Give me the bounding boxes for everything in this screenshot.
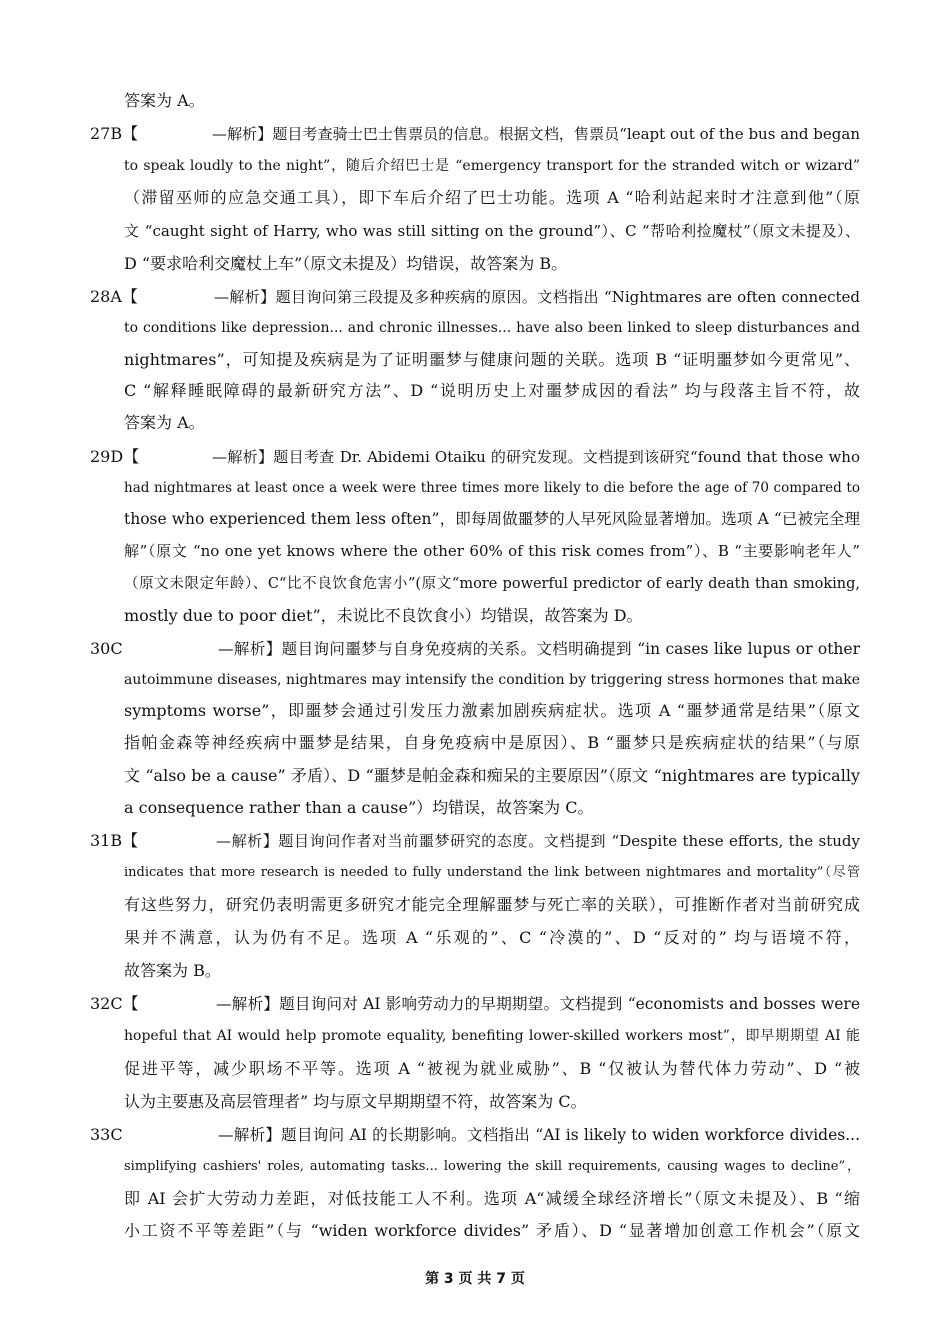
page-footer: 第 3 页 共 7 页 bbox=[425, 1271, 525, 1287]
question-number: 32C【 bbox=[90, 994, 139, 1013]
text-line: mostly due to poor diet”，未说比不良饮食小）均错误，故答案为 D。 bbox=[124, 606, 643, 625]
text-line: a consequence rather than a cause”）均错误，故答案为 C。 bbox=[124, 798, 594, 817]
text-line: （滞留巫师的应急交通工具），即下车后介绍了巴士功能。选项 A “哈利站起来时才注意到他”（原 bbox=[124, 188, 860, 207]
text-line: autoimmune diseases, nightmares may intensify the condition by triggering stress hormones that make bbox=[124, 672, 860, 688]
text-line: had nightmares at least once a week were three times more likely to die before the age of 70 compared to bbox=[124, 480, 860, 496]
text-line: 答案为 A。 bbox=[124, 413, 205, 432]
question-number: 30C bbox=[90, 639, 123, 658]
text-line: —解析】题目询问第三段提及多种疾病的原因。文档指出 “Nightmares are often connected bbox=[214, 288, 860, 306]
question-number: 27B【 bbox=[90, 124, 139, 143]
text-line: （原文未限定年龄）、C“比不良饮食危害小”(原文“more powerful predictor of early death than smoking, bbox=[124, 576, 860, 592]
text-line: simplifying cashiers' roles, automating tasks... lowering the skill requirements, causing wages to decline”， bbox=[124, 1159, 860, 1174]
text-line: 果并不满意，认为仍有不足。选项 A “乐观的”、C “冷漠的”、D “反对的” 均与语境不符， bbox=[124, 928, 860, 947]
text-line: —解析】题目询问对 AI 影响劳动力的早期期望。文档提到 “economists and bosses were bbox=[216, 995, 860, 1013]
text-line: symptoms worse”，即噩梦会通过引发压力激素加剧疾病症状。选项 A “噩梦通常是结果”（原文 bbox=[124, 701, 860, 720]
text-line: 促进平等，减少职场不平等。选项 A “被视为就业威胁”、B “仅被认为替代体力劳动”、D “被 bbox=[124, 1059, 860, 1078]
text-line: to speak loudly to the night”，随后介绍巴士是 “emergency transport for the stranded witch or wizard” bbox=[124, 158, 860, 174]
text-line: —解析】题目询问噩梦与自身免疫病的关系。文档明确提到 “in cases like lupus or other bbox=[218, 640, 860, 658]
text-line: D “要求哈利交魔杖上车”（原文未提及）均错误，故答案为 B。 bbox=[124, 254, 568, 273]
text-line: to conditions like depression... and chronic illnesses... have also been linked to sleep disturbances and bbox=[124, 320, 860, 336]
text-line: 认为主要惠及高层管理者” 均与原文早期期望不符，故答案为 C。 bbox=[124, 1092, 587, 1111]
text-line: C “解释睡眠障碍的最新研究方法”、D “说明历史上对噩梦成因的看法” 均与段落主旨不符，故 bbox=[124, 381, 860, 400]
question-number: 31B【 bbox=[90, 831, 139, 850]
text-line: nightmares”，可知提及疾病是为了证明噩梦与健康问题的关联。选项 B “证明噩梦如今更常见”、 bbox=[124, 350, 860, 369]
text-line: 答案为 A。 bbox=[124, 91, 205, 110]
text-line: 有这些努力，研究仍表明需更多研究才能完全理解噩梦与死亡率的关联），可推断作者对当前研究成 bbox=[124, 895, 860, 914]
text-line: —解析】题目询问 AI 的长期影响。文档指出 “AI is likely to widen workforce divides... bbox=[218, 1126, 860, 1144]
text-line: —解析】题目考查 Dr. Abidemi Otaiku 的研究发现。文档提到该研究“found that those who bbox=[212, 448, 860, 466]
text-line: indicates that more research is needed to fully understand the link between nightmares and mortality”（尽管 bbox=[124, 865, 860, 880]
question-number: 33C bbox=[90, 1125, 123, 1144]
text-line: 文 “also be a cause” 矛盾）、D “噩梦是帕金森和痴呆的主要原因”（原文 “nightmares are typically bbox=[124, 766, 860, 785]
text-line: hopeful that AI would help promote equality, benefiting lower-skilled workers most”，即早期期望 AI 能 bbox=[124, 1028, 860, 1044]
text-line: those who experienced them less often”，即每周做噩梦的人早死风险显著增加。选项 A “已被完全理 bbox=[124, 510, 860, 528]
text-line: 即 AI 会扩大劳动力差距，对低技能工人不利。选项 A“减缓全球经济增长”（原文未提及）、B “缩 bbox=[124, 1189, 860, 1208]
text-line: —解析】题目考查骑士巴士售票员的信息。根据文档，售票员“leapt out of the bus and began bbox=[212, 125, 860, 143]
text-line: 指帕金森等神经疾病中噩梦是结果，自身免疫病中是原因）、B “噩梦只是疾病症状的结果”（与原 bbox=[124, 733, 860, 752]
text-line: 故答案为 B。 bbox=[124, 961, 221, 980]
question-number: 28A【 bbox=[90, 287, 138, 306]
text-line: 小工资不平等差距”（与 “widen workforce divides” 矛盾）、D “显著增加创意工作机会”（原文 bbox=[124, 1221, 860, 1240]
text-line: 文 “caught sight of Harry, who was still sitting on the ground”）、C “帮哈利捡魔杖”（原文未提及）、 bbox=[124, 222, 860, 240]
question-number: 29D【 bbox=[90, 447, 140, 466]
text-line: 解”（原文 “no one yet knows where the other 60% of this risk comes from”）、B “主要影响老年人” bbox=[124, 542, 860, 560]
text-line: —解析】题目询问作者对当前噩梦研究的态度。文档提到 “Despite these efforts, the study bbox=[216, 832, 860, 850]
